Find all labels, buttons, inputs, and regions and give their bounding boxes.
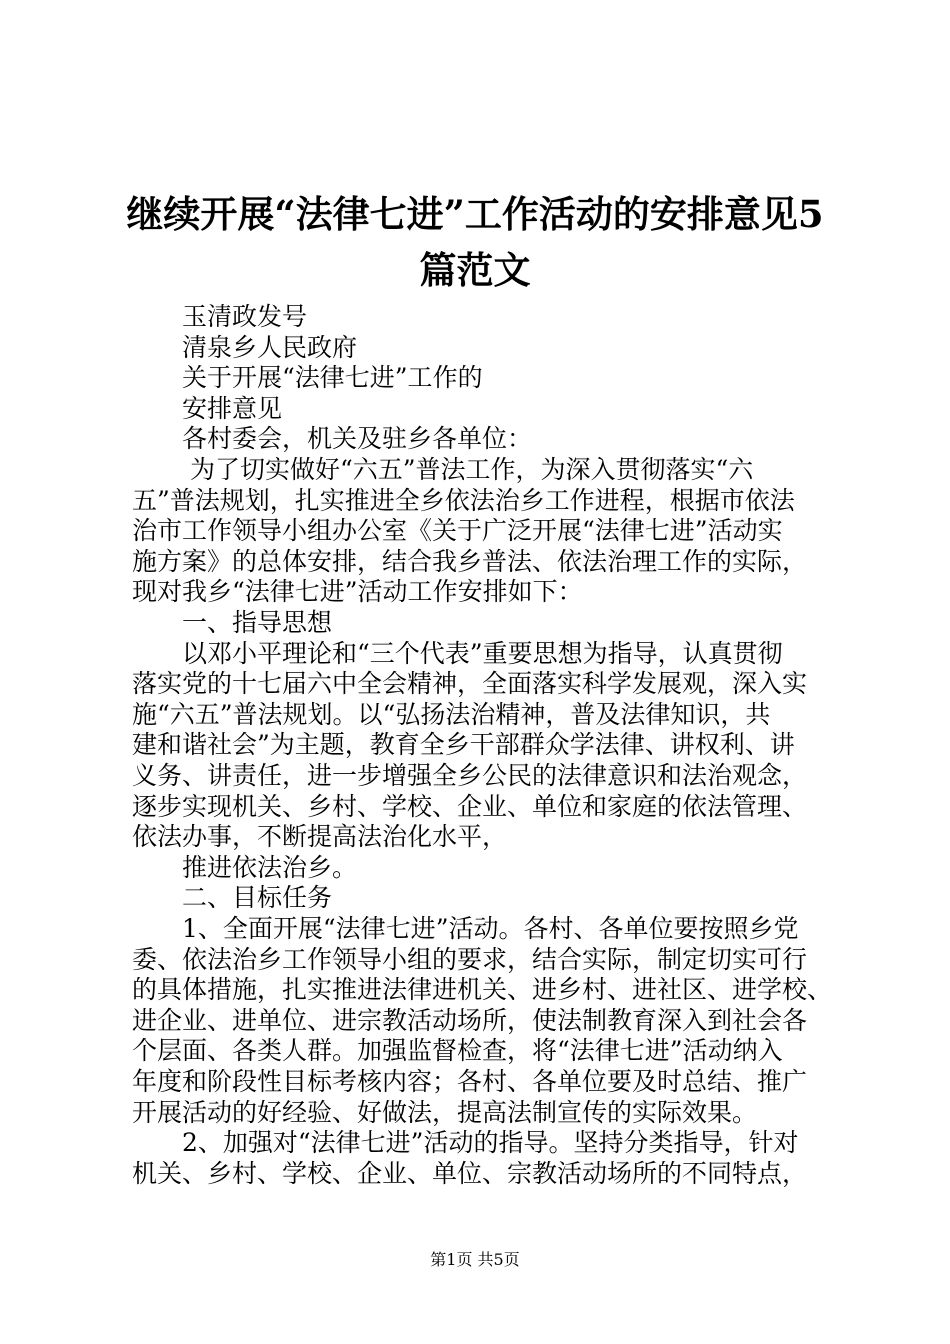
body-line: 个层面、各类人群。加强监督检查，将“法律七进”活动纳入 (132, 1036, 783, 1066)
body-line: 义务、讲责任，进一步增强全乡公民的法律意识和法治观念， (132, 761, 808, 790)
body-line: 依法办事，不断提高法治化水平， (132, 822, 508, 852)
body-line: 2、加强对“法律七进”活动的指导。坚持分类指导，针对 (132, 1128, 799, 1158)
body-line: 推进依法治乡。 (132, 852, 358, 882)
body-line: 开展活动的好经验、好做法，提高法制宣传的实际效果。 (132, 1097, 758, 1127)
body-line: 逐步实现机关、乡村、学校、企业、单位和家庭的依法管理、 (132, 791, 808, 821)
body-line: 关于开展“法律七进”工作的 (132, 363, 483, 393)
body-line: 的具体措施，扎实推进法律进机关、进乡村、进社区、进学校、 (132, 975, 833, 1005)
body-line: 施“六五”普法规划。以“弘扬法治精神，普及法律知识，共 (132, 699, 771, 729)
body-line: 为了切实做好“六五”普法工作，为深入贯彻落实“六 (132, 455, 754, 484)
body-line: 安排意见 (132, 393, 283, 423)
body-line: 五”普法规划，扎实推进全乡依法治乡工作进程，根据市依法 (132, 485, 795, 515)
document-title-line-2: 篇范文 (419, 248, 531, 292)
body-line: 以邓小平理论和“三个代表”重要思想为指导，认真贯彻 (132, 638, 783, 668)
body-line: 机关、乡村、学校、企业、单位、宗教活动场所的不同特点， (132, 1158, 808, 1188)
page-footer: 第1页 共5页 (430, 1250, 520, 1269)
body-line: 施方案》的总体安排，结合我乡普法、依法治理工作的实际， (132, 546, 808, 576)
body-line: 二、目标任务 (132, 883, 333, 913)
body-line: 一、指导思想 (132, 608, 333, 637)
body-line: 委、依法治乡工作领导小组的要求，结合实际，制定切实可行 (132, 944, 808, 974)
body-line: 清泉乡人民政府 (132, 332, 358, 362)
body-line: 建和谐社会”为主题，教育全乡干部群众学法律、讲权利、讲 (132, 730, 795, 760)
body-line: 落实党的十七届六中全会精神，全面落实科学发展观，深入实 (132, 669, 808, 699)
body-line: 1、全面开展“法律七进”活动。各村、各单位要按照乡党 (132, 914, 799, 943)
body-line: 年度和阶段性目标考核内容；各村、各单位要及时总结、推广 (132, 1067, 808, 1096)
body-line: 玉清政发号 (132, 302, 308, 331)
body-line: 进企业、进单位、进宗教活动场所，使法制教育深入到社会各 (132, 1005, 808, 1035)
body-line: 治市工作领导小组办公室《关于广泛开展“法律七进”活动实 (132, 516, 783, 546)
body-line: 各村委会，机关及驻乡各单位： (132, 424, 533, 454)
body-line: 现对我乡“法律七进”活动工作安排如下： (132, 577, 583, 607)
document-title-line-1: 继续开展“法律七进”工作活动的安排意见5 (126, 192, 824, 236)
